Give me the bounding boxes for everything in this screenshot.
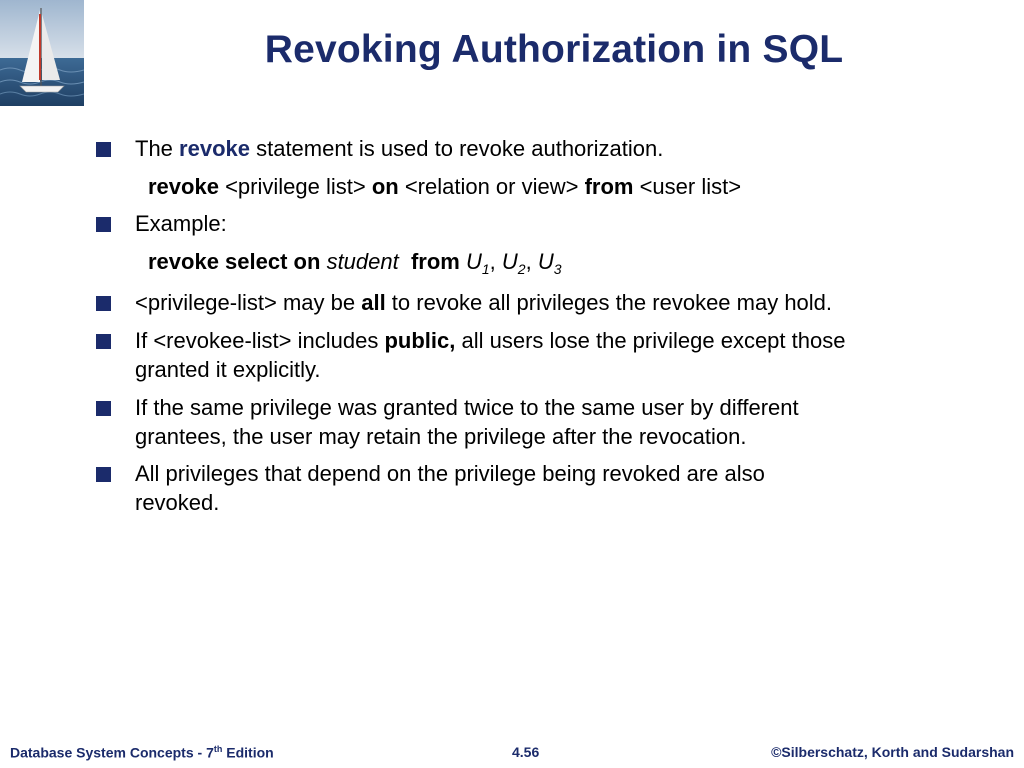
slide-title: Revoking Authorization in SQL	[264, 28, 844, 71]
square-bullet-icon	[96, 142, 111, 157]
revoke-example-line: revoke select on student from $U_1$, $U_2$, $U_3$	[148, 249, 562, 277]
slide-content: The revoke statement is used to revoke authorization. revoke <privilege list> on <relation or view> from <user list> Example: revoke select on student from $U_1$, $U_2$, $U_3$ <privilege-list> may be all to revoke all privileges the revokee may hold. If <revokee-list> includes public, all users lose the privilege except those granted it explicitly. If the same privilege was granted twice to the same user by different grantees, the user may retain the privilege after the revocation. All privileges that depend on the privilege being revoked are also revoked.	[0, 0, 1024, 740]
square-bullet-icon	[96, 401, 111, 416]
slide-footer	[0, 740, 1024, 768]
footer-page-number: 4.56	[512, 744, 540, 760]
footer-copyright: ©Silberschatz, Korth and Sudarshan	[771, 744, 1014, 760]
revoke-syntax-line: revoke <privilege list> on <relation or view> from <user list>	[148, 174, 742, 199]
square-bullet-icon	[96, 296, 111, 311]
square-bullet-icon	[96, 467, 111, 482]
square-bullet-icon	[96, 334, 111, 349]
footer-book-title: Database System Concepts - 7th Edition	[10, 744, 274, 761]
square-bullet-icon	[96, 217, 111, 232]
